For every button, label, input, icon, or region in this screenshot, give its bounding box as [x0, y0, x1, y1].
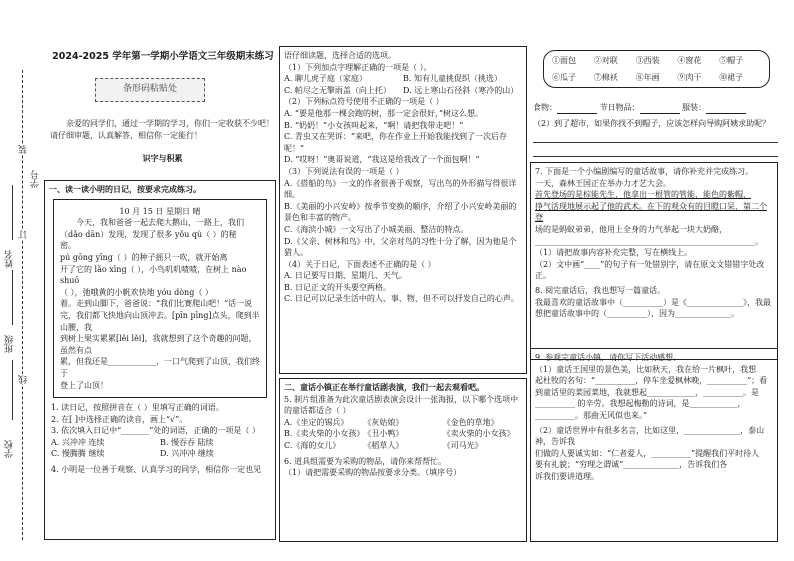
answer-option[interactable]: C. 青虫又在哭诉：“来吧，你在作业上开始我能找到了一次后存呢！”	[284, 132, 508, 153]
story-line: 场的是蚂蚁弟弟，他用上全身的力气举起一块大奶酪，	[535, 224, 727, 234]
q2-2: （2）下列标点符号使用不正确的一项是（ ）	[284, 97, 444, 107]
option-cell[interactable]	[160, 437, 269, 449]
q6-answer-area	[533, 102, 778, 157]
q2-1-options	[284, 73, 522, 96]
diary-line: 开了它的 lǎo xīng（ ），小鸟叽叽喳喳，在树上 nào shuō	[60, 264, 247, 286]
word-item: ②对联	[593, 56, 618, 65]
answer-option[interactable]: A. 日记要写日期、星期几、天气。	[284, 271, 407, 281]
class-fill-line[interactable]	[12, 270, 13, 325]
exam-title: 2024-2025 学年第一学期小学语文三年级期末练习	[52, 51, 274, 62]
answer-option[interactable]: B. 日记正文的开头要空两格。	[284, 282, 391, 292]
q9: 9. 参观完童话小镇，请你写下活动感想。	[535, 353, 682, 362]
q9-2-line: 诉我们要讲道理。	[535, 471, 599, 481]
q1-4: 4. 小明是一位善于观察、认真学习的同学，相信你一定也见	[51, 465, 262, 475]
question-box-5	[530, 348, 778, 542]
q8-line1: 我最喜欢的童话故事中（__________）是《______________》，我最	[535, 297, 771, 307]
q1-2: 2. 在[ ]中选择正确的读音，画上“√”。	[51, 414, 188, 424]
story-line: 一天，森林王国正在举办力才艺大会。	[535, 178, 671, 188]
option-row	[51, 448, 269, 460]
answer-option[interactable]: B. “奶奶！”小女孩叫起来，“啊！请把我带走吧！”	[284, 120, 464, 130]
margin-tag-zhuang: 装	[18, 145, 31, 154]
option-row	[51, 437, 269, 449]
diary-line: （ ），弛哦黄的小帆欢快地 yóu dòng（ ）	[60, 287, 213, 297]
diary-line: 着。走到山脚下，爸爸说：“我们比赛爬山吧！”话一说	[60, 299, 253, 309]
q5-options	[284, 417, 522, 452]
school-fill-line[interactable]	[12, 360, 13, 420]
diary-line: 到树上果实累累[lěi lěi]，我就想到了这个奇趣的问题，虽然有点	[60, 334, 257, 355]
barcode-area: 条形码粘贴处	[95, 78, 205, 102]
option-cell[interactable]	[160, 448, 269, 460]
option-text: 连续	[88, 437, 105, 447]
section-2-heading: 二、童话小镇正在举行童话剧表演，我们一起去观看吧。	[284, 383, 484, 392]
answer-option[interactable]	[284, 417, 522, 429]
answer-option[interactable]: D. “哎呀！”奥哥说道，“我这是给我改了一个面包啊！”	[284, 155, 480, 165]
section-title-literacy: 识字与积累	[142, 154, 183, 164]
q1-1: 1. 读日记，按照拼音在（ ）里填写正确的词语。	[51, 403, 224, 413]
question-box-3	[279, 378, 527, 542]
col2-lead: 语仔细读题，选择合适的选项。	[284, 51, 396, 60]
answer-option[interactable]: C. 帕尽之无擎雨盖（向上托）	[284, 85, 391, 95]
margin-label-name: 姓名	[5, 250, 15, 268]
option-text: 继续	[88, 449, 105, 459]
option-item: 《卖火柴的小女孩》	[442, 429, 515, 439]
option-label: B. 慢吞吞	[160, 437, 195, 447]
answer-option[interactable]: A. “要是他那一棵会跑的树，那一定会很好，”树这么想。	[284, 108, 484, 118]
q2-3: （3）下列说法有误的一项是（ ）	[284, 166, 404, 176]
q1-3-options	[51, 437, 269, 460]
diary-line: 完，我们都飞快地向山顶冲去。[pīn pīng]点头，爬到半山腰，我	[60, 310, 260, 332]
q9-2-text	[535, 425, 773, 483]
answer-option[interactable]: C.《海滨小城》一文写出了小城美丽、整洁的特点。	[284, 224, 469, 234]
diary-line: 登上了山顶！	[60, 380, 108, 390]
q6: 6. 道具组需要为采购的物品，请你来帮帮忙。	[284, 456, 447, 466]
q6-2: （2）到了超市，如果你找不到帽子，应该怎样向导购阿姨求助呢？	[533, 118, 771, 128]
story-line: 首先登场的是棕能先生，他拿出一根管的管能，能色的紫帽，	[535, 190, 751, 200]
q9-2-line: （2）童话世界中有很多名言，比如这里，______________，泰山神，告诉我	[535, 425, 765, 447]
q2-3-options	[284, 178, 522, 259]
diary-box	[53, 199, 267, 399]
answer-option[interactable]: C. 日记可以记录生活中的人、事、物，但不可以抒发自己的心声。	[284, 294, 519, 304]
food-blank[interactable]	[557, 105, 597, 114]
q9-2-line: 们做的人要诚实如：“仁者爱人，__________”提醒我们平时待人	[535, 448, 760, 458]
cut-line	[22, 70, 23, 540]
answer-option[interactable]	[284, 440, 522, 452]
word-item: ⑨肉干	[677, 72, 702, 82]
q9-line: __________ 的辛劳。我想起梅勒的诗词，是____________，	[535, 399, 746, 409]
diary-date: 10 月 15 日 星期日 晴	[119, 206, 201, 216]
option-text: 陆续	[197, 437, 214, 447]
q9-line: （1）童话王国里的景色美，比如秋天，我在给一片枫叶，我想	[535, 364, 757, 374]
word-item: ⑧年画	[635, 72, 660, 82]
word-list-box	[543, 50, 770, 88]
q9-2-line: 要有礼貌；“穷理之谓诚”______________，告诉我们各	[535, 460, 728, 470]
word-list	[552, 55, 761, 83]
answer-option[interactable]	[284, 428, 522, 440]
word-item: ⑤帽子	[719, 56, 744, 65]
answer-option[interactable]: D.《父亲、树林和鸟》中，父亲对鸟的习性十分了解，因为他是个猎人。	[284, 236, 517, 258]
diary-line: 密。	[60, 241, 76, 251]
story-line: _______________________________________________________。	[535, 236, 763, 246]
q2-4: （4）关于日记，下面表述不正确的是（ ）	[284, 259, 436, 269]
binding-margin	[0, 0, 46, 561]
word-item: ③西装	[635, 56, 660, 65]
answer-line[interactable]	[533, 129, 778, 143]
word-item: ⑩裙子	[719, 72, 744, 82]
answer-option[interactable]: B. 知有儿童挑促织（挑选）	[403, 74, 502, 84]
answer-option[interactable]: D. 远上寒山石径斜（寒冷的山）	[403, 85, 519, 95]
q6-sub: （1）请把需要采购的物品按要求分类。（填序号）	[284, 468, 462, 478]
q2-2-options	[284, 108, 522, 166]
clothes-label: 服装：	[682, 103, 707, 112]
option-item: B.《卖火柴的小女孩》	[284, 429, 365, 439]
q1-3: 3. 依次填入日记中“_______”处的词语，正确的一项是（ ）	[51, 426, 260, 436]
margin-label-number: 学号	[31, 170, 41, 188]
option-cell[interactable]	[51, 437, 160, 449]
q2-4-options	[284, 270, 522, 305]
food-label: 食物：	[533, 103, 557, 112]
name-fill-line[interactable]	[12, 185, 13, 240]
option-item: 《稻草人》	[363, 440, 404, 450]
option-label: D. 兴冲冲	[160, 449, 196, 459]
festival-blank[interactable]	[640, 105, 680, 114]
word-item: ①面包	[552, 56, 576, 65]
q7-2: （2）文中画“____”的句子有一处错别字，请在原文文错错字处改正。	[535, 259, 765, 281]
clothes-blank[interactable]	[706, 105, 746, 114]
question-box-4	[530, 162, 778, 360]
option-label: A. 兴冲冲	[51, 437, 86, 447]
q7: 7. 下面是一个小编剧编写的童话故事，请你补充并完成练习。	[535, 167, 754, 176]
margin-label-class: 班级	[5, 335, 15, 353]
q8: 8. 阅完童话后，我也想写一篇童话。	[535, 285, 666, 295]
option-item: 《金色的草地》	[442, 417, 499, 427]
option-item: 《司马光》	[442, 440, 483, 450]
story-text	[535, 178, 773, 248]
option-item: C.《海的女儿》	[284, 440, 341, 450]
option-item: A.《坐定的锡兵》	[284, 417, 349, 427]
festival-label: 节日物品：	[599, 103, 640, 112]
q7-1: （1）请把故事内容补充完整，写在横线上。	[535, 248, 693, 258]
q9-1-text	[535, 364, 773, 422]
margin-label-school: 学校	[5, 440, 15, 458]
intro-text: 亲爱的同学们，通过一学期的学习，你们一定收获不少吧！请仔细审题，认真解答，相信你一定能行！ 识字与积累	[50, 119, 274, 164]
q9-line: __________。那曲无风似也来。”	[535, 410, 648, 420]
option-item: 《丑小鸭》	[363, 429, 404, 439]
q1-heading: 一、读一读小明的日记，按要求完成练习。	[49, 185, 201, 194]
word-item: ⑦棉袄	[593, 72, 618, 82]
option-item: 《灰姑娘》	[363, 417, 404, 427]
diary-line: （dǎo dān）发现，发现了很多 yǒu qù（ ）的秘	[60, 229, 237, 239]
q5: 5. 制片组准备为此次童话剧表演会设计一张海报，以下哪个选项中的童话都适合（ ）	[284, 394, 519, 416]
word-item: ⑥瓜子	[552, 72, 576, 82]
word-item: ④窗花	[677, 56, 702, 65]
story-line: 挣气活现地展示起了他的武术。在下的观众有的目瞪口呆，第二个登	[535, 201, 767, 223]
q9-line: 起杜牧的名句：“__________，停车坐爱枫林晚，__________”；看	[535, 376, 768, 386]
q2-1: （1）下列加点字理解正确的一项是（ ）。	[284, 62, 432, 72]
q9-line: 到童话里的菜园菜地，我就想起____________，__________。是	[535, 387, 759, 397]
diary-body	[60, 217, 260, 391]
option-cell[interactable]	[51, 448, 160, 460]
margin-tag-xian: 线	[18, 375, 31, 384]
margin-tag-ding: 订	[18, 230, 31, 239]
answer-line[interactable]	[533, 143, 778, 157]
option-label: C. 慢腾腾	[51, 449, 86, 459]
answer-option[interactable]: A.《搭船的鸟》一文的作者很善于观察，写出鸟的外形描写得很详细。	[284, 178, 517, 200]
diary-line: pú gōng yīng（ ）的种子摇只一吹，就开始离	[60, 252, 228, 262]
question-box-2	[279, 46, 527, 374]
answer-option[interactable]: A. 聊儿虎子庭（家庭）	[284, 74, 367, 84]
q8-line2: 想把童话故事中的（__________），因为______________。	[535, 309, 739, 319]
option-text: 继续	[197, 449, 214, 459]
answer-option[interactable]: B.《美丽的小兴安岭》按季节变换的顺序，介绍了小兴安岭美丽的景色和丰富的物产。	[284, 201, 517, 223]
question-box-1	[44, 180, 276, 540]
diary-line: 今天，我和爸爸一起去爬大鹅山，一路上，我们	[76, 218, 244, 228]
diary-line: 累，但我还是____________，一口气爬到了山顶，我们终于	[60, 357, 260, 378]
